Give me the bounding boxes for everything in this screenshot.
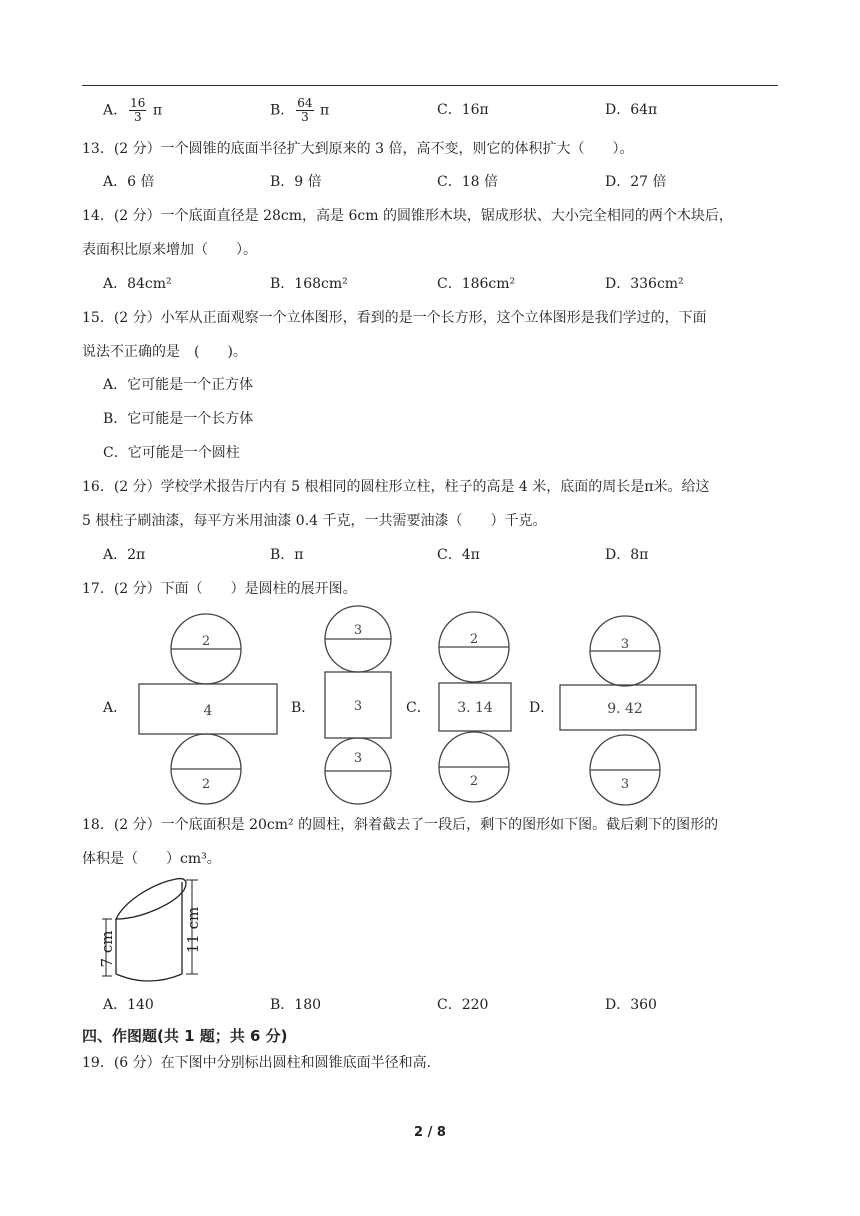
q15-stem-line2: 说法不正确的是 ( )。 [82, 344, 247, 360]
q17-net-b-top-label: 3 [353, 623, 363, 638]
q17-net-d-top-label: 3 [620, 637, 630, 652]
q12-option-b-letter: B． [270, 102, 295, 119]
q13-stem: 13．(2 分）一个圆锥的底面半径扩大到原来的 3 倍，高不变，则它的体积扩大（ ）。 [82, 141, 634, 157]
q17-option-c-letter[interactable]: C． [406, 700, 431, 716]
q18-option-c[interactable]: C．220 [437, 997, 489, 1013]
q14-option-c[interactable]: C．186cm² [437, 276, 516, 292]
q18-stem-line2: 体积是（ ）cm³。 [82, 851, 221, 867]
q17-option-d-letter[interactable]: D． [529, 700, 555, 716]
q17-net-a-top-label: 2 [201, 634, 211, 649]
q17-stem: 17．(2 分）下面（ ）是圆柱的展开图。 [82, 581, 357, 597]
section-4-heading: 四、作图题(共 1 题；共 6 分) [82, 1027, 288, 1045]
q16-stem-line1: 16．(2 分）学校学术报告厅内有 5 根相同的圆柱形立柱，柱子的高是 4 米，底面的周长是π米。给这 [82, 479, 710, 495]
q17-net-d-bottom-label: 3 [620, 777, 630, 792]
page-number: 2 / 8 [414, 1125, 446, 1140]
q17-net-a-middle-label: 4 [203, 703, 213, 719]
q16-option-c[interactable]: C．4π [437, 547, 480, 563]
q14-option-b[interactable]: B．168cm² [270, 276, 348, 292]
q18-option-a[interactable]: A．140 [103, 997, 154, 1013]
q17-net-c-bottom-label: 2 [469, 774, 479, 789]
q17-option-a-letter[interactable]: A． [103, 700, 128, 716]
q16-option-d[interactable]: D．8π [605, 547, 649, 563]
header-rule [82, 85, 778, 86]
q18-cut-cylinder-figure [96, 874, 212, 994]
q18-option-b[interactable]: B．180 [270, 997, 322, 1013]
q12-option-c[interactable]: C．16π [437, 102, 489, 118]
q17-net-b-middle-label: 3 [353, 699, 363, 714]
q18-option-d[interactable]: D．360 [605, 997, 657, 1013]
q13-option-b[interactable]: B．9 倍 [270, 174, 322, 190]
q13-option-a[interactable]: A．6 倍 [103, 174, 155, 190]
q15-stem-line1: 15．(2 分）小军从正面观察一个立体图形，看到的是一个长方形，这个立体图形是我们学过的，下面 [82, 310, 707, 326]
q17-net-c[interactable] [434, 608, 516, 806]
q13-option-c[interactable]: C．18 倍 [437, 174, 498, 190]
q12-option-a[interactable] [103, 97, 162, 124]
q12-option-b[interactable] [270, 97, 329, 124]
q14-option-d[interactable]: D．336cm² [605, 276, 684, 292]
q15-option-b[interactable]: B．它可能是一个长方体 [103, 411, 254, 427]
q19-stem: 19．(6 分）在下图中分别标出圆柱和圆锥底面半径和高． [82, 1055, 441, 1071]
q17-net-a-bottom-label: 2 [201, 777, 211, 792]
q16-option-a[interactable]: A．2π [103, 547, 146, 563]
q17-net-b-bottom-label: 3 [353, 751, 363, 766]
q14-stem-line1: 14．(2 分）一个底面直径是 28cm，高是 6cm 的圆锥形木块，锯成形状、大小完全相同的两个木块后， [82, 208, 733, 224]
q12-option-b-suffix: π [320, 102, 330, 119]
q16-stem-line2: 5 根柱子刷油漆，每平方米用油漆 0.4 千克，一共需要油漆（ ）千克。 [82, 513, 547, 529]
q12-option-a-letter: A． [103, 102, 128, 119]
q12-option-a-fraction: $\frac{16}{3}$ [130, 96, 146, 124]
q14-option-a[interactable]: A．84cm² [103, 276, 172, 292]
q13-option-d[interactable]: D．27 倍 [605, 174, 667, 190]
q17-net-b[interactable] [320, 604, 396, 806]
q17-net-d-middle-label: 9. 42 [607, 701, 643, 717]
q16-option-b[interactable]: B．π [270, 547, 304, 563]
q12-option-a-suffix: π [152, 102, 163, 119]
q12-option-b-fraction: $\frac{64}{3}$ [297, 96, 313, 124]
q17-option-b-letter[interactable]: B． [291, 700, 316, 716]
q15-option-c[interactable]: C．它可能是一个圆柱 [103, 445, 240, 461]
q12-option-d[interactable]: D．64π [605, 102, 658, 118]
q17-net-c-top-label: 2 [469, 632, 479, 647]
q17-net-d[interactable] [557, 612, 701, 810]
q17-net-c-middle-label: 3. 14 [457, 700, 493, 716]
q18-label-11cm: 11 cm [184, 906, 202, 954]
q18-stem-line1: 18．(2 分）一个底面积是 20cm² 的圆柱，斜着截去了一段后，剩下的图形如下图。截后剩下的图形的 [82, 817, 719, 833]
q17-net-a[interactable] [136, 612, 280, 806]
q18-label-7cm: 7 cm [98, 930, 116, 968]
q14-stem-line2: 表面积比原来增加（ ）。 [82, 242, 257, 258]
q15-option-a[interactable]: A．它可能是一个正方体 [103, 377, 254, 393]
